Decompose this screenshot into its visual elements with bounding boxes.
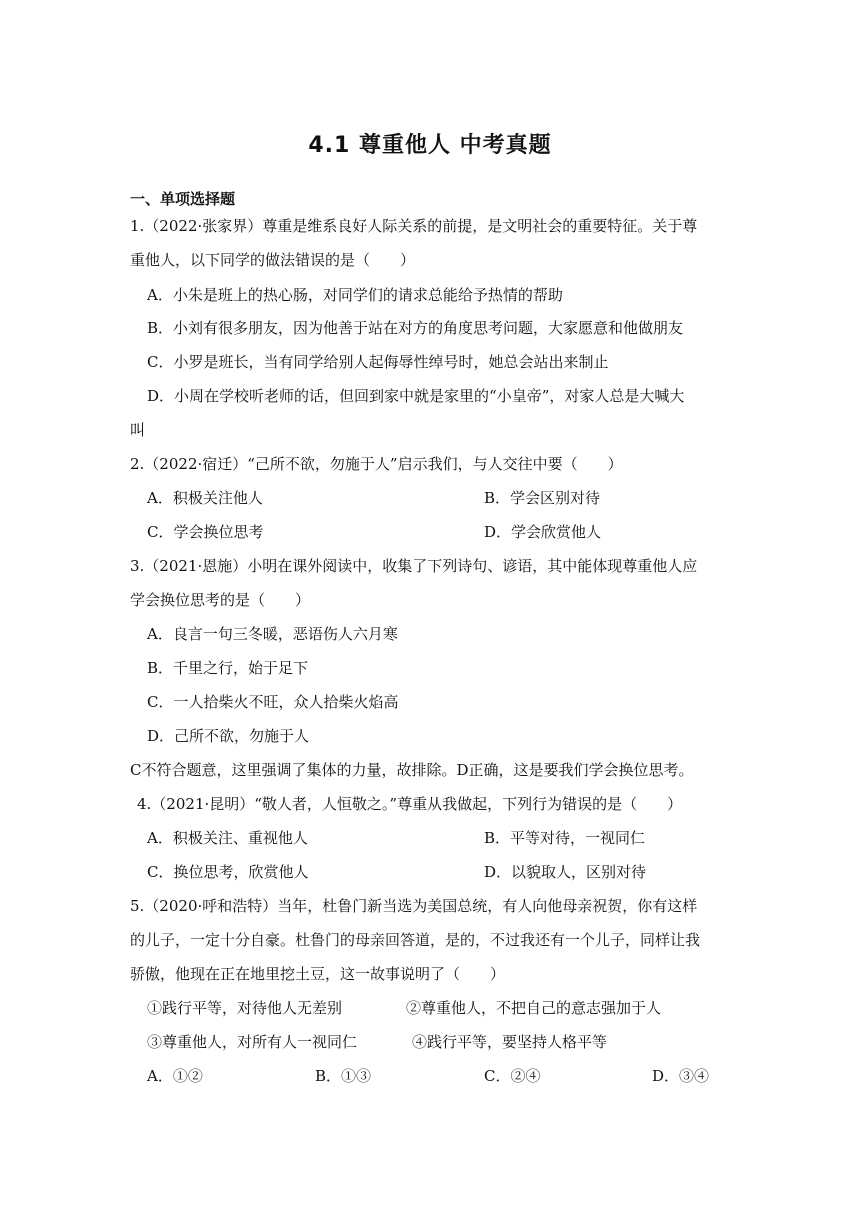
q5-option-c: C．②④ xyxy=(484,1067,541,1085)
q3-option-a: A．良言一句三冬暖，恶语伤人六月寒 xyxy=(147,625,398,643)
q3-stem-line2: 学会换位思考的是（ ） xyxy=(130,591,311,609)
section-heading: 一、单项选择题 xyxy=(130,190,236,208)
q2-option-c: C．学会换位思考 xyxy=(147,523,264,541)
q1-stem-line2: 重他人，以下同学的做法错误的是（ ） xyxy=(130,251,416,269)
q3-option-b: B．千里之行，始于足下 xyxy=(147,659,309,677)
q4-option-c: C．换位思考，欣赏他人 xyxy=(147,863,309,881)
q3-note: C不符合题意，这里强调了集体的力量，故排除。D正确，这是要我们学会换位思考。 xyxy=(130,761,694,779)
q2-option-a: A．积极关注他人 xyxy=(147,489,263,507)
q5-stem-line3: 骄傲，他现在正在地里挖土豆，这一故事说明了（ ） xyxy=(130,965,506,983)
q5-option-b: B．①③ xyxy=(315,1067,372,1085)
q1-option-d-line2: 叫 xyxy=(130,421,146,439)
q2-option-d: D．学会欣赏他人 xyxy=(484,523,602,541)
q1-option-c: C．小罗是班长，当有同学给别人起侮辱性绰号时，她总会站出来制止 xyxy=(147,353,609,371)
q4-option-a: A．积极关注、重视他人 xyxy=(147,829,308,847)
q2-option-b: B．学会区别对待 xyxy=(484,489,601,507)
q5-stem-line1: 5.（2020·呼和浩特）当年，杜鲁门新当选为美国总统，有人向他母亲祝贺，你有这样 xyxy=(130,897,698,915)
q5-statement-4: ④践行平等，要坚持人格平等 xyxy=(412,1033,608,1051)
q4-stem: 4.（2021·昆明）“敬人者，人恒敬之。”尊重从我做起，下列行为错误的是（ ） xyxy=(137,795,683,813)
q1-option-a: A．小朱是班上的热心肠，对同学们的请求总能给予热情的帮助 xyxy=(147,286,563,304)
q5-stem-line2: 的儿子，一定十分自豪。杜鲁门的母亲回答道，是的，不过我还有一个儿子，同样让我 xyxy=(130,931,701,949)
q3-option-d: D．己所不欲，勿施于人 xyxy=(147,727,310,745)
q4-option-b: B．平等对待，一视同仁 xyxy=(484,829,646,847)
q5-statement-1: ①践行平等，对待他人无差别 xyxy=(147,999,343,1017)
q5-option-d: D．③④ xyxy=(652,1067,710,1085)
q3-option-c: C．一人拾柴火不旺，众人拾柴火焰高 xyxy=(147,693,399,711)
page-title: 4.1 尊重他人 中考真题 xyxy=(308,133,552,158)
q2-stem: 2.（2022·宿迁）“己所不欲，勿施于人”启示我们，与人交往中要（ ） xyxy=(130,455,623,473)
q5-statement-3: ③尊重他人，对所有人一视同仁 xyxy=(147,1033,358,1051)
q5-statement-2: ②尊重他人，不把自己的意志强加于人 xyxy=(406,999,662,1017)
q4-option-d: D．以貌取人，区别对待 xyxy=(484,863,647,881)
q1-stem-line1: 1.（2022·张家界）尊重是维系良好人际关系的前提，是文明社会的重要特征。关于尊 xyxy=(130,217,698,235)
q1-option-d-line1: D．小周在学校听老师的话，但回到家中就是家里的“小皇帝”，对家人总是大喊大 xyxy=(147,387,685,405)
q5-option-a: A．①② xyxy=(147,1067,203,1085)
q3-stem-line1: 3.（2021·恩施）小明在课外阅读中，收集了下列诗句、谚语，其中能体现尊重他人应 xyxy=(130,557,698,575)
q1-option-b: B．小刘有很多朋友，因为他善于站在对方的角度思考问题，大家愿意和他做朋友 xyxy=(147,319,684,337)
